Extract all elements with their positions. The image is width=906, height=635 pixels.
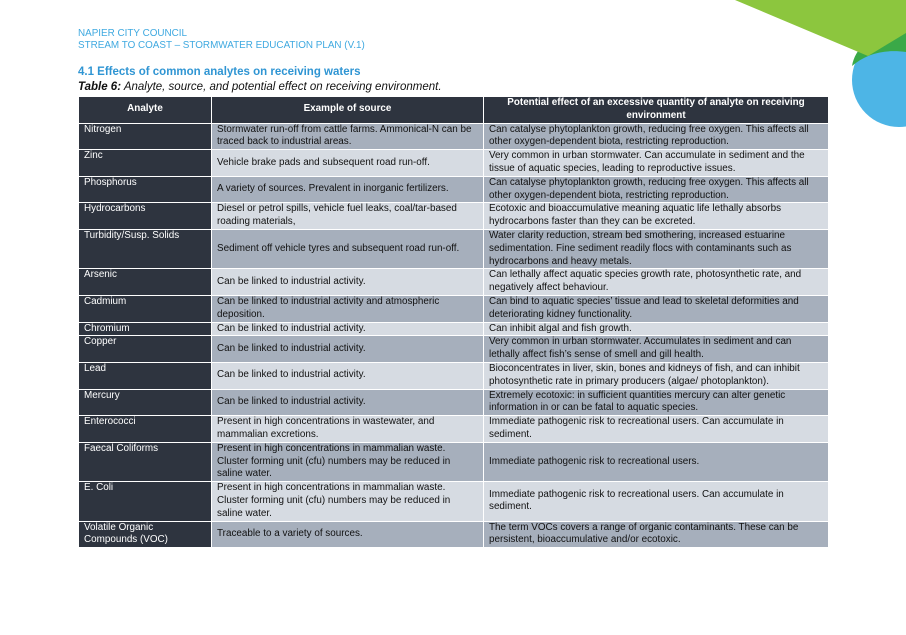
analyte-cell: Copper <box>79 336 212 363</box>
analyte-table <box>78 96 829 548</box>
effect-cell: Immediate pathogenic risk to recreational users. <box>484 442 829 481</box>
source-cell: Diesel or petrol spills, vehicle fuel leaks, coal/tar-based roading materials, <box>212 203 484 230</box>
table-caption <box>78 80 442 94</box>
analyte-cell: Enterococci <box>79 416 212 443</box>
analyte-cell: E. Coli <box>79 482 212 521</box>
column-header-source: Example of source <box>212 97 484 124</box>
table-row <box>79 442 829 481</box>
analyte-cell: Arsenic <box>79 269 212 296</box>
effect-cell: Ecotoxic and bioaccumulative meaning aquatic life lethally absorbs hydrocarbons faster than they can be excreted. <box>484 203 829 230</box>
table-row <box>79 389 829 416</box>
table-row <box>79 229 829 268</box>
effect-cell: Can catalyse phytoplankton growth, reducing free oxygen. This affects all other oxygen-dependent biota, restricting reproduction. <box>484 176 829 203</box>
table-row <box>79 269 829 296</box>
analyte-cell: Faecal Coliforms <box>79 442 212 481</box>
source-cell: A variety of sources. Prevalent in inorganic fertilizers. <box>212 176 484 203</box>
table-row <box>79 295 829 322</box>
source-cell: Can be linked to industrial activity. <box>212 336 484 363</box>
effect-cell: The term VOCs covers a range of organic contaminants. These can be persistent, bioaccumulative and/or ecotoxic. <box>484 521 829 548</box>
effect-cell: Can bind to aquatic species’ tissue and lead to skeletal deformities and deteriorating kidney functionality. <box>484 295 829 322</box>
caption-text: Analyte, source, and potential effect on receiving environment. <box>123 81 442 93</box>
effect-cell: Water clarity reduction, stream bed smothering, increased estuarine sedimentation. Fine sediment readily flocs with contaminants such as hydrocarbons and heavy metals. <box>484 229 829 268</box>
source-cell: Sediment off vehicle tyres and subsequent road run-off. <box>212 229 484 268</box>
effect-cell: Can catalyse phytoplankton growth, reducing free oxygen. This affects all other oxygen-dependent biota, restricting reproduction. <box>484 123 829 150</box>
analyte-cell: Hydrocarbons <box>79 203 212 230</box>
table-row <box>79 203 829 230</box>
analyte-cell: Lead <box>79 362 212 389</box>
effect-cell: Immediate pathogenic risk to recreational users. Can accumulate in sediment. <box>484 482 829 521</box>
effect-cell: Can lethally affect aquatic species growth rate, photosynthetic rate, and negatively affect behaviour. <box>484 269 829 296</box>
analyte-cell: Mercury <box>79 389 212 416</box>
source-cell: Present in high concentrations in mammalian waste. Cluster forming unit (cfu) numbers may be reduced in saline water. <box>212 482 484 521</box>
table-row <box>79 322 829 336</box>
source-cell: Can be linked to industrial activity and atmospheric deposition. <box>212 295 484 322</box>
table-row <box>79 336 829 363</box>
caption-label: Table 6: <box>78 81 122 93</box>
table-row <box>79 521 829 548</box>
section-heading: 4.1 Effects of common analytes on receiving waters <box>78 66 361 78</box>
analyte-cell: Cadmium <box>79 295 212 322</box>
source-cell: Can be linked to industrial activity. <box>212 389 484 416</box>
effect-cell: Extremely ecotoxic: in sufficient quantities mercury can alter genetic information in or can be fatal to aquatic species. <box>484 389 829 416</box>
decoration-green-wedge <box>735 0 906 56</box>
table-row <box>79 362 829 389</box>
table-row <box>79 123 829 150</box>
document-header <box>78 28 365 52</box>
table-row <box>79 150 829 177</box>
analyte-cell: Zinc <box>79 150 212 177</box>
effect-cell: Very common in urban stormwater. Can accumulate in sediment and the tissue of aquatic species, leading to reproductive issues. <box>484 150 829 177</box>
source-cell: Stormwater run-off from cattle farms. Ammonical-N can be traced back to industrial areas. <box>212 123 484 150</box>
effect-cell: Immediate pathogenic risk to recreational users. Can accumulate in sediment. <box>484 416 829 443</box>
table-row <box>79 176 829 203</box>
analyte-cell: Turbidity/Susp. Solids <box>79 229 212 268</box>
effect-cell: Can inhibit algal and fish growth. <box>484 322 829 336</box>
analyte-cell: Volatile Organic Compounds (VOC) <box>79 521 212 548</box>
effect-cell: Very common in urban stormwater. Accumulates in sediment and can lethally affect fish’s sense of smell and gill health. <box>484 336 829 363</box>
effect-cell: Bioconcentrates in liver, skin, bones and kidneys of fish, and can inhibit photosynthetic rate in primary producers (algae/ photoplankton). <box>484 362 829 389</box>
source-cell: Present in high concentrations in mammalian waste. Cluster forming unit (cfu) numbers may be reduced in saline water. <box>212 442 484 481</box>
plan-title: STREAM TO COAST – STORMWATER EDUCATION PLAN (V.1) <box>78 40 365 51</box>
source-cell: Present in high concentrations in wastewater, and mammalian excretions. <box>212 416 484 443</box>
column-header-effect: Potential effect of an excessive quantity of analyte on receiving environment <box>484 97 829 124</box>
source-cell: Traceable to a variety of sources. <box>212 521 484 548</box>
analyte-cell: Nitrogen <box>79 123 212 150</box>
source-cell: Can be linked to industrial activity. <box>212 322 484 336</box>
column-header-analyte: Analyte <box>79 97 212 124</box>
source-cell: Can be linked to industrial activity. <box>212 362 484 389</box>
table-row <box>79 416 829 443</box>
table-header-row <box>79 97 829 124</box>
organisation-name: NAPIER CITY COUNCIL <box>78 28 188 39</box>
analyte-cell: Phosphorus <box>79 176 212 203</box>
analyte-cell: Chromium <box>79 322 212 336</box>
source-cell: Can be linked to industrial activity. <box>212 269 484 296</box>
table-row <box>79 482 829 521</box>
source-cell: Vehicle brake pads and subsequent road run-off. <box>212 150 484 177</box>
